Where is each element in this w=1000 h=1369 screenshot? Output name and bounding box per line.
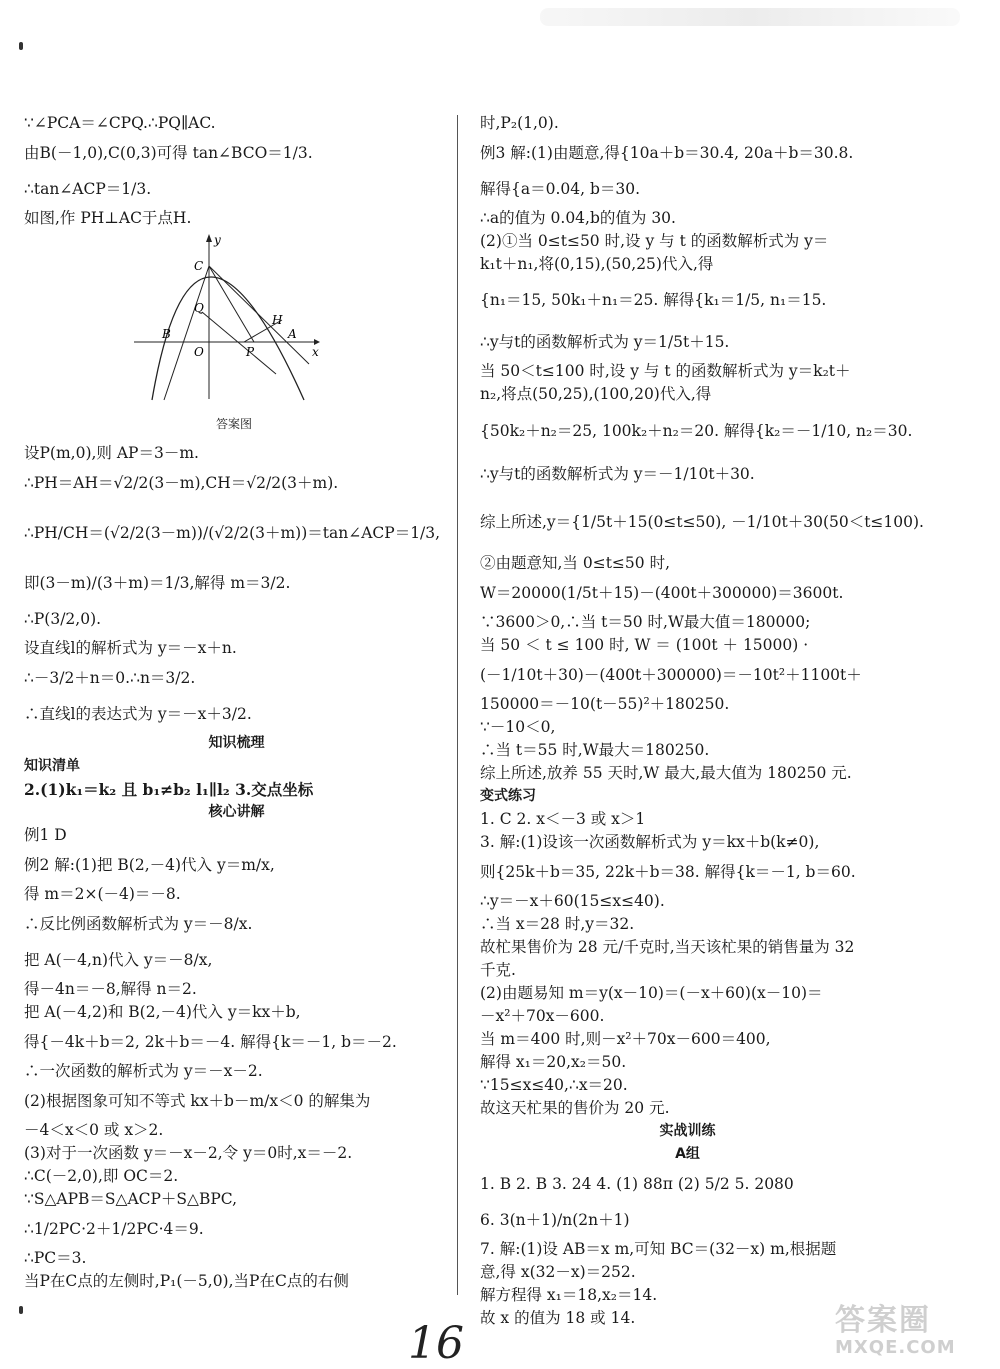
solution-line: ∴PH/CH＝(√2/2(3－m))/(√2/2(3＋m))＝tan∠ACP＝1/3,	[24, 524, 441, 542]
section-heading-azu: A组	[675, 1146, 700, 1162]
label-x: x	[312, 345, 319, 359]
solution-line: 例2 解:(1)把 B(2,－4)代入 y＝m/x,	[24, 856, 275, 874]
watermark-bottom: MXQE.COM	[835, 1337, 956, 1358]
solution-line: (3)对于一次函数 y＝－x－2,令 y＝0时,x＝－2.	[24, 1144, 353, 1162]
solution-line: ∴tan∠ACP＝1/3.	[24, 180, 152, 198]
solution-line: {n₁＝15, 50k₁＋n₁＝25. 解得{k₁＝1/5, n₁＝15.	[480, 291, 827, 309]
label-h: H	[272, 313, 283, 327]
solution-line: ∵15≤x≤40,∴x＝20.	[480, 1076, 628, 1094]
solution-line: －x²＋70x－600.	[480, 1007, 605, 1025]
left-column	[24, 112, 449, 1293]
parabola-diagram	[134, 234, 334, 404]
solution-line: 把 A(－4,2)和 B(2,－4)代入 y＝kx＋b,	[24, 1003, 301, 1021]
solution-line: 设P(m,0),则 AP＝3－m.	[24, 444, 199, 462]
solution-line: W＝20000(1/5t＋15)－(400t＋300000)＝3600t.	[480, 584, 844, 602]
solution-line: 解方程得 x₁＝18,x₂＝14.	[480, 1286, 658, 1304]
watermark-top: 答案圈	[835, 1303, 931, 1338]
label-o: O	[194, 345, 204, 359]
solution-line: (2)由题易知 m＝y(x－10)＝(－x＋60)(x－10)＝	[480, 984, 823, 1002]
figure-caption: 答案图	[215, 417, 252, 431]
label-c: C	[194, 259, 204, 273]
solution-line: ∴PC＝3.	[24, 1249, 87, 1267]
solution-line: (－1/10t＋30)－(400t＋300000)＝－10t²＋1100t＋	[480, 666, 862, 684]
solution-line: 例1 D	[24, 826, 67, 844]
solution-line: 意,得 x(32－x)＝252.	[480, 1263, 636, 1281]
solution-line: 千克.	[480, 961, 516, 979]
solution-line: n₂,将点(50,25),(100,20)代入,得	[480, 385, 712, 403]
solution-line: －4＜x＜0 或 x＞2.	[24, 1121, 164, 1139]
solution-line: 设直线l的解析式为 y＝－x＋n.	[24, 639, 237, 657]
solution-line: ∴直线l的表达式为 y＝－x＋3/2.	[24, 705, 252, 723]
solution-line: ∴一次函数的解析式为 y＝－x－2.	[24, 1062, 263, 1080]
section-heading-shizhan: 实战训练	[659, 1123, 716, 1139]
watermark-logo	[835, 1295, 995, 1365]
solution-line: 解得{a＝0.04, b＝30.	[480, 180, 641, 198]
solution-line: 例3 解:(1)由题意,得{10a＋b＝30.4, 20a＋b＝30.8.	[480, 144, 854, 162]
answer-figure	[134, 234, 334, 436]
section-heading-hexin: 核心讲解	[208, 804, 265, 820]
solution-line: 综上所述,y＝{1/5t＋15(0≤t≤50), －1/10t＋30(50＜t≤100).	[480, 513, 924, 531]
solution-line: 当 m＝400 时,则－x²＋70x－600＝400,	[480, 1030, 771, 1048]
qingdan-answer: 2.(1)k₁＝k₂ 且 b₁≠b₂ l₁∥l₂ 3.交点坐标	[24, 780, 314, 799]
solution-line: 6. 3(n＋1)/n(2n＋1)	[480, 1211, 630, 1229]
solution-line: k₁t＋n₁,将(0,15),(50,25)代入,得	[480, 255, 714, 273]
solution-line: 故杧果售价为 28 元/千克时,当天该杧果的销售量为 32	[480, 938, 855, 956]
solution-line: 故 x 的值为 18 或 14.	[480, 1309, 636, 1327]
solution-line: ∴P(3/2,0).	[24, 610, 102, 628]
label-b: B	[162, 327, 171, 341]
solution-line: 把 A(－4,n)代入 y＝－8/x,	[24, 951, 213, 969]
solution-line: (2)①当 0≤t≤50 时,设 y 与 t 的函数解析式为 y＝	[480, 232, 829, 250]
solution-line: ∴a的值为 0.04,b的值为 30.	[480, 209, 676, 227]
solution-line: 综上所述,放养 55 天时,W 最大,最大值为 180250 元.	[480, 764, 852, 782]
label-bianshi: 变式练习	[480, 788, 536, 804]
solution-line: 由B(－1,0),C(0,3)可得 tan∠BCO＝1/3.	[24, 144, 313, 162]
solution-line: ∴y与t的函数解析式为 y＝1/5t＋15.	[480, 333, 730, 351]
label-q: Q	[194, 301, 204, 315]
label-a: A	[288, 327, 297, 341]
solution-line: ∴y＝－x＋60(15≤x≤40).	[480, 892, 665, 910]
solution-line: 则{25k＋b＝35, 22k＋b＝38. 解得{k＝－1, b＝60.	[480, 863, 856, 881]
solution-line: ∵3600＞0,∴当 t＝50 时,W最大值＝180000;	[480, 613, 811, 631]
solution-line: 故这天杧果的售价为 20 元.	[480, 1099, 670, 1117]
scan-mark-bottom	[19, 1306, 23, 1314]
parabola-curve	[152, 277, 304, 400]
solution-line: 如图,作 PH⊥AC于点H.	[24, 209, 192, 227]
solution-line: 当P在C点的左侧时,P₁(－5,0),当P在C点的右侧	[24, 1272, 349, 1290]
solution-line: 150000＝－10(t－55)²＋180250.	[480, 695, 730, 713]
solution-line: 1. B 2. B 3. 24 4. (1) 88π (2) 5/2 5. 2080	[480, 1175, 794, 1193]
solution-line: 时,P₂(1,0).	[480, 114, 559, 132]
solution-line: 1. C 2. x＜－3 或 x＞1	[480, 810, 646, 828]
solution-line: (2)根据图象可知不等式 kx＋b－m/x＜0 的解集为	[24, 1092, 371, 1110]
line-ca	[209, 266, 309, 364]
solution-line: 7. 解:(1)设 AB＝x m,可知 BC＝(32－x) m,根据题	[480, 1240, 837, 1258]
solution-line: ∴y与t的函数解析式为 y＝－1/10t＋30.	[480, 465, 755, 483]
label-y: y	[214, 234, 221, 247]
label-qingdan: 知识清单	[24, 758, 80, 774]
solution-line: 得{－4k＋b＝2, 2k＋b＝－4. 解得{k＝－1, b＝－2.	[24, 1033, 397, 1051]
solution-line: {50k₂＋n₂＝25, 100k₂＋n₂＝20. 解得{k₂＝－1/10, n₂＝30.	[480, 422, 913, 440]
scan-stain	[540, 8, 960, 26]
solution-line: 解得 x₁＝20,x₂＝50.	[480, 1053, 627, 1071]
section-heading-zhishi: 知识梳理	[208, 735, 265, 751]
solution-line: ∴当 t＝55 时,W最大＝180250.	[480, 741, 710, 759]
page-number: 16	[408, 1318, 464, 1369]
solution-line: ∴PH＝AH＝√2/2(3－m),CH＝√2/2(3＋m).	[24, 474, 339, 492]
column-divider	[457, 115, 458, 1295]
solution-line: 得－4n＝－8,解得 n＝2.	[24, 980, 197, 998]
solution-line: 得 m＝2×(－4)＝－8.	[24, 885, 181, 903]
label-p: P	[246, 345, 255, 359]
solution-line: ∵－10＜0,	[480, 718, 556, 736]
solution-line: ∵S△APB＝S△ACP＋S△BPC,	[24, 1190, 238, 1208]
solution-line: ∴当 x＝28 时,y＝32.	[480, 915, 635, 933]
solution-line: 即(3－m)/(3＋m)＝1/3,解得 m＝3/2.	[24, 574, 291, 592]
solution-line: ∴1/2PC·2＋1/2PC·4＝9.	[24, 1220, 204, 1238]
solution-line: ∴反比例函数解析式为 y＝－8/x.	[24, 915, 253, 933]
solution-line: ∴－3/2＋n＝0.∴n＝3/2.	[24, 669, 196, 687]
solution-line: 3. 解:(1)设该一次函数解析式为 y＝kx＋b(k≠0),	[480, 833, 820, 851]
solution-line: ∴C(－2,0),即 OC＝2.	[24, 1167, 179, 1185]
y-axis-arrow	[206, 234, 212, 242]
solution-line: ∵∠PCA＝∠CPQ.∴PQ∥AC.	[24, 114, 216, 132]
solution-line: 当 50＜t≤100 时,设 y 与 t 的函数解析式为 y＝k₂t＋	[480, 362, 851, 380]
scan-mark-top	[19, 42, 23, 50]
solution-line: 当 50 ＜ t ≤ 100 时, W ＝ (100t ＋ 15000) ·	[480, 636, 809, 654]
solution-line: ②由题意知,当 0≤t≤50 时,	[480, 554, 670, 572]
